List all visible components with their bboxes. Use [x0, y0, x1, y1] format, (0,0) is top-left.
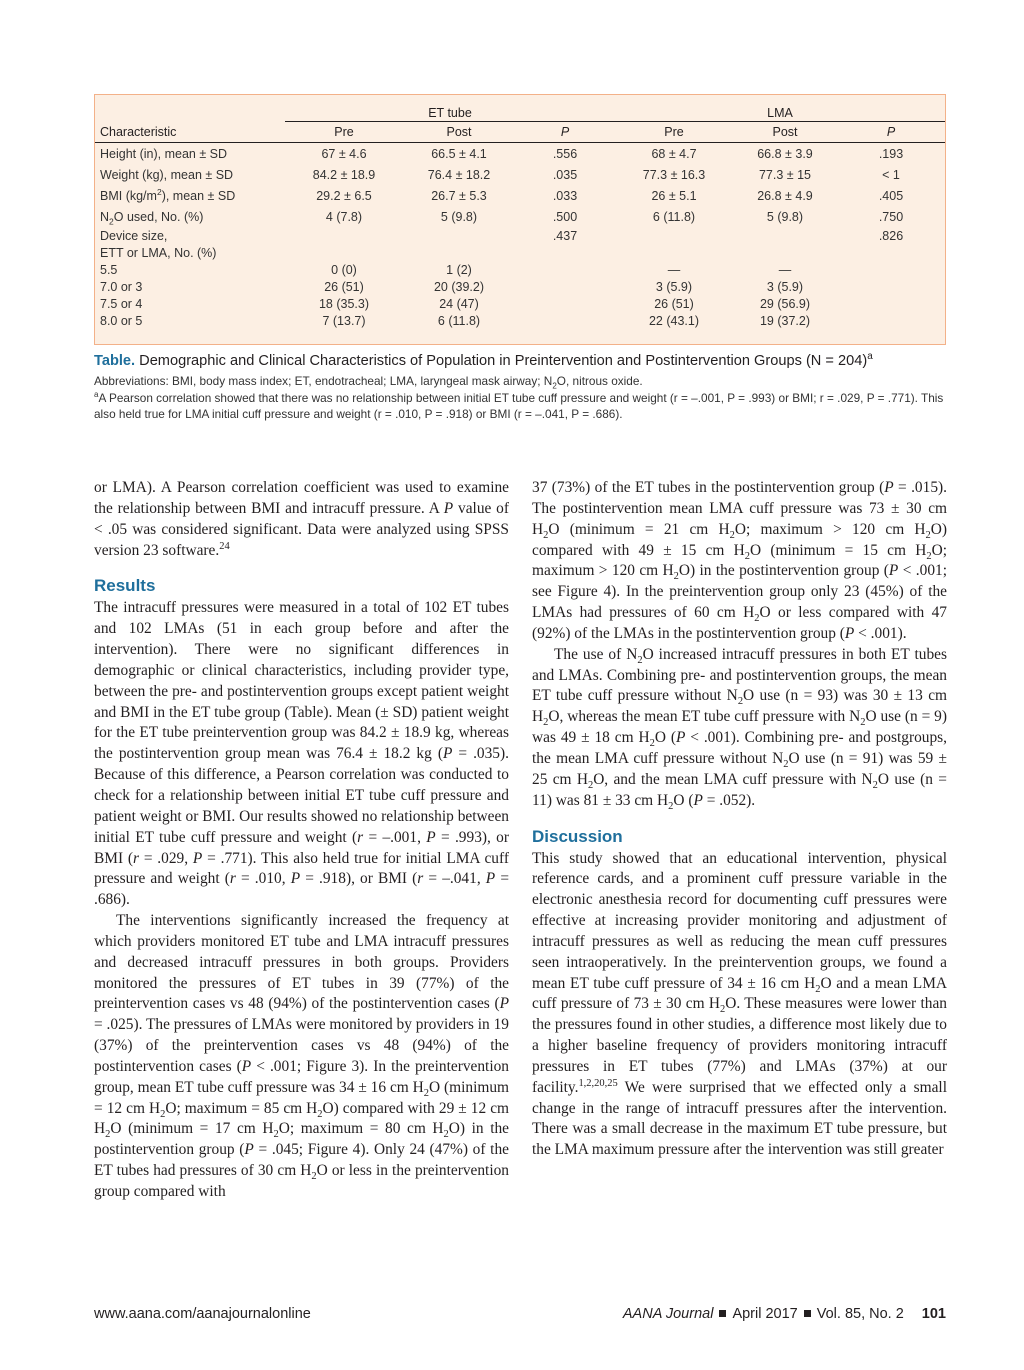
table-row	[95, 164, 945, 185]
table-cell	[403, 227, 515, 244]
column-header-characteristic: Characteristic	[95, 122, 285, 143]
table-cell: 29.2 ± 6.5	[316, 188, 372, 203]
table-cell: 26 ± 5.1	[651, 188, 697, 203]
table-cell	[615, 227, 733, 244]
paragraph: The use of $N_2O$ increased intracuff pressures in both ET tubes and LMAs. Combining pre- and postintervention groups, the mean ET tube cuff pressure without $N_2O$ use (n = 93) was 30 ± 13 cm $H_2O$, whereas the mean ET tube cuff pressure with $N_2O$ use (n = 9) was 49 ± 18 cm $H_2O$ (P < .001). Combining pre- and postgroups, the mean LMA cuff pressure without $N_2O$ use (n = 91) was 59 ± 25 cm $H_2O$, and the mean LMA cuff pressure with $N_2O$ use (n = 11) was 81 ± 33 cm $H_2O$ (P = .052).	[532, 645, 948, 812]
table-cell: .500	[552, 209, 578, 224]
table-cell: 5 (9.8)	[440, 209, 478, 224]
table-row	[95, 295, 945, 312]
column-header-lma-post: Post	[733, 122, 837, 143]
table-cell: < 1	[882, 167, 900, 182]
table-cell: 1 (2)	[446, 262, 472, 277]
table-cell: .750	[878, 209, 904, 224]
table-cell: .437	[552, 228, 578, 243]
table-cell: 66.5 ± 4.1	[431, 146, 487, 161]
table-cell: 68 ± 4.7	[651, 146, 697, 161]
table-cell: 20 (39.2)	[433, 279, 485, 294]
table-row	[95, 261, 945, 278]
row-label: Device size,	[100, 228, 168, 243]
table-cell: 18 (35.3)	[318, 296, 370, 311]
table-cell	[285, 244, 403, 261]
table-row	[95, 206, 945, 227]
table-cell: 0 (0)	[331, 262, 357, 277]
bullet-square-icon	[719, 1310, 726, 1317]
row-label: ETT or LMA, No. (%)	[100, 245, 217, 260]
table-cell	[837, 312, 945, 329]
page-number: 101	[921, 1306, 946, 1322]
abbreviations-note: Abbreviations: BMI, body mass index; ET, endotracheal; LMA, laryngeal mask airway; $N_2O$, nitrous oxide.	[94, 374, 643, 391]
bullet-square-icon	[804, 1310, 811, 1317]
group-header-et-tube: ET tube	[285, 95, 615, 122]
table-cell	[615, 244, 733, 261]
table-caption	[94, 352, 954, 423]
paragraph: This study showed that an educational intervention, physical reference cards, and a prominent cuff pressure variable in the electronic anesthesia record for documenting cuff pressures were effective at increasing provider monitoring and adjustment of intracuff pressures as well as reducing the mean cuff pressures seen intraoperatively. In the preintervention groups, we found a mean ET tube cuff pressure of 34 ± 16 cm $H_2O$ and a mean LMA cuff pressure of 73 ± 30 cm $H_2O$. These measures were lower than the pressures found in other studies, a difference most likely due to a higher baseline frequency of providers monitoring intracuff pressures in ET tubes (77%) and LMAs (37%) at our facility.$^{1,2,20,25}$ We were surprised that we effected only a small change in the range of intracuff pressures after the intervention. There was a small decrease in the maximum ET tube pressure, but the LMA maximum pressure after the intervention was still greater	[532, 849, 947, 1159]
journal-citation	[623, 1306, 946, 1322]
table-cell: .033	[552, 188, 578, 203]
table-row	[95, 278, 945, 295]
table-cell: —	[667, 262, 681, 277]
column-header-et-post: Post	[403, 122, 515, 143]
table-cell	[285, 227, 403, 244]
table-cell: .826	[878, 228, 904, 243]
table-cell: 26 (51)	[324, 279, 364, 294]
paragraph: 37 (73%) of the ET tubes in the postintervention group (P = .015). The postintervention mean LMA cuff pressure was 73 ± 30 cm $H_2O$ (minimum = 21 cm $H_2O$; maximum > 120 cm $H_2O$) compared with 49 ± 15 cm $H_2O$ (minimum = 15 cm $H_2O$; maximum > 120 cm $H_2O$) in the postintervention group (P < .001; see Figure 4). In the preintervention group only 23 (45%) of the LMAs had pressures of 60 cm $H_2O$ or less compared with 47 (92%) of the LMAs in the postintervention group (P < .001).	[532, 479, 947, 642]
footnote-a: $^a$A Pearson correlation showed that there was no relationship between initial ET tube cuff pressure and weight (r = –.001, P = .993) or BMI; r = .029, P = .771). This also held true for LMA initial cuff pressure and weight (r = .010, P = .918) or BMI (r = –.041, P = .686).	[94, 389, 944, 421]
table-row	[95, 312, 945, 329]
row-label: 5.5	[100, 262, 118, 277]
table-cell	[733, 227, 837, 244]
table-cell	[515, 312, 615, 329]
table-cell: 67 ± 4.6	[321, 146, 367, 161]
table-cell	[733, 244, 837, 261]
table-cell	[837, 295, 945, 312]
journal-url: www.aana.com/aanajournalonline	[94, 1306, 311, 1322]
table-cell	[837, 278, 945, 295]
table-cell: 3 (5.9)	[655, 279, 693, 294]
row-label: 7.0 or 3	[100, 279, 143, 294]
table-cell: 26 (51)	[654, 296, 694, 311]
issue-date: April 2017	[732, 1306, 798, 1322]
results-heading: Results	[94, 576, 156, 596]
volume-issue: Vol. 85, No. 2	[816, 1306, 904, 1322]
column-header-et-pre: Pre	[285, 122, 403, 143]
column-header-lma-pre: Pre	[615, 122, 733, 143]
table-cell: 26.8 ± 4.9	[757, 188, 813, 203]
table-cell: 22 (43.1)	[648, 313, 700, 328]
table-cell: 84.2 ± 18.9	[312, 167, 376, 182]
table-row	[95, 143, 945, 165]
row-label: Weight (kg), mean ± SD	[100, 167, 234, 182]
table-cell: 3 (5.9)	[766, 279, 804, 294]
column-header-et-p: P	[515, 122, 615, 143]
table-cell	[515, 295, 615, 312]
table-cell	[515, 278, 615, 295]
table-cell	[837, 244, 945, 261]
characteristics-table	[94, 94, 946, 345]
table-cell: 4 (7.8)	[325, 209, 363, 224]
table-cell: 29 (56.9)	[759, 296, 811, 311]
paragraph: The intracuff pressures were measured in a total of 102 ET tubes and 102 LMAs (51 in each group before and after the intervention). There were no significant differences in demographic or clinical characteristics, including provider type, between the pre- and postintervention groups except patient weight and BMI in the ET tube group (Table). Mean (± SD) patient weight for the ET tube preintervention group was 84.2 ± 18.9 kg, whereas the postintervention group mean was 76.4 ± 18.2 kg (P = .035). Because of this difference, a Pearson correlation was conducted to check for a relationship between initial ET tube cuff pressure and patient weight or BMI. Our results showed no relationship between initial ET tube cuff pressure and weight (r = –.001, P = .993), or BMI (r = .029, P = .771). This also held true for initial LMA cuff pressure and weight (r = .010, P = .918), or BMI (r = –.041, P = .686).	[94, 599, 510, 909]
table-cell: 24 (47)	[439, 296, 479, 311]
row-label: 7.5 or 4	[100, 296, 143, 311]
caption-title: Table. Demographic and Clinical Characteristics of Population in Preintervention and Postintervention Groups (N = 204)$^a$	[94, 351, 873, 369]
caption-label: Table.	[94, 353, 136, 369]
paragraph: or LMA). A Pearson correlation coefficient was used to examine the relationship between BMI and intracuff pressure. A P value of < .05 was considered significant. Data were analyzed using SPSS version 23 software.$^{24}$	[94, 479, 509, 559]
table-cell: 19 (37.2)	[759, 313, 811, 328]
row-label: BMI $(kg/m^2)$, mean ± SD	[100, 186, 236, 203]
row-label: 8.0 or 5	[100, 313, 143, 328]
table-cell: .035	[552, 167, 578, 182]
table-cell: 77.3 ± 15	[758, 167, 812, 182]
table-cell: 76.4 ± 18.2	[427, 167, 491, 182]
table-cell: .193	[878, 146, 904, 161]
table-cell: —	[778, 262, 792, 277]
table-cell: 66.8 ± 3.9	[757, 146, 813, 161]
table-row	[95, 227, 945, 244]
table-cell: .556	[552, 146, 578, 161]
table-row	[95, 185, 945, 206]
table-row	[95, 244, 945, 261]
paragraph: The interventions significantly increased the frequency at which providers monitored ET tube and LMA intracuff pressures and decreased intracuff pressures in both groups. Providers monitored the pressures of ET tubes in 39 (77%) of the preintervention cases vs 48 (94%) of the postintervention cases (P = .025). The pressures of LMAs were monitored by providers in 19 (37%) of the preintervention cases vs 48 (94%) of the postintervention cases (P < .001; Figure 3). In the preintervention group, mean ET tube cuff pressure was 34 ± 16 cm $H_2O$ (minimum = 12 cm $H_2O$; maximum = 85 cm $H_2O$) compared with 29 ± 12 cm $H_2O$ (minimum = 17 cm $H_2O$; maximum = 80 cm $H_2O$) in the postintervention group (P = .045; Figure 4). Only 24 (47%) of the ET tubes had pressures of 30 cm $H_2O$ or less in the preintervention group compared with	[94, 912, 510, 1200]
table-cell: 6 (11.8)	[437, 313, 481, 328]
journal-name: AANA Journal	[622, 1306, 714, 1322]
table-cell	[837, 261, 945, 278]
body-column-right	[532, 478, 947, 1161]
caption-notes	[94, 373, 954, 423]
discussion-heading: Discussion	[532, 826, 623, 846]
body-column-left	[94, 478, 509, 1203]
table-cell: 7 (13.7)	[322, 313, 366, 328]
page-footer	[94, 1306, 946, 1326]
table-cell: 6 (11.8)	[652, 209, 696, 224]
table-cell	[515, 261, 615, 278]
table-cell	[515, 244, 615, 261]
table-cell: .405	[878, 188, 904, 203]
row-label: Height (in), mean ± SD	[100, 146, 228, 161]
table-cell: 5 (9.8)	[766, 209, 804, 224]
column-header-lma-p: P	[837, 122, 945, 143]
row-label: $N_2O$ used, No. (%)	[100, 209, 204, 226]
table-cell: 77.3 ± 16.3	[642, 167, 706, 182]
table-cell	[403, 244, 515, 261]
table-cell: 26.7 ± 5.3	[431, 188, 487, 203]
group-header-lma: LMA	[615, 95, 945, 122]
